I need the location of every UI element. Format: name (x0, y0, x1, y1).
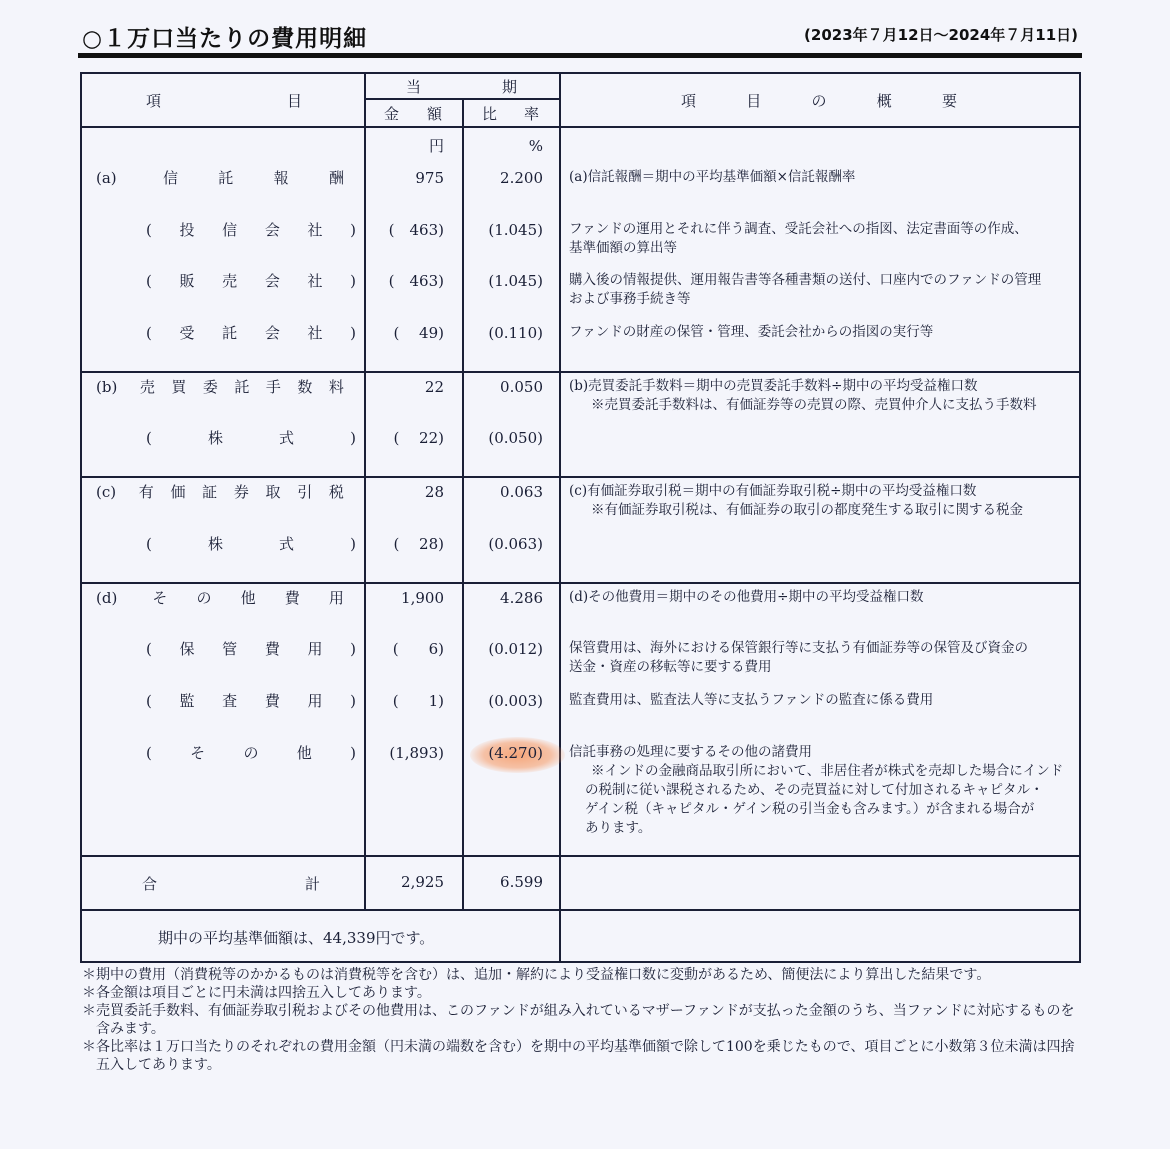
item-summary: (a)信託報酬＝期中の平均基準価額×信託報酬率 (569, 169, 856, 185)
item-label: ( 株 式 ) (146, 534, 356, 553)
item-summary: 保管費用は、海外における保管銀行等に支払う有価証券等の保管及び資金の 送金・資産の移転等に要する費用 (569, 640, 1028, 676)
item-ratio: (1.045) (488, 220, 543, 239)
item-label: (b) 売 買 委 託 手 数 料 (96, 377, 344, 396)
unit-ratio: % (528, 137, 543, 155)
note-mark: ＊ (82, 1003, 96, 1019)
item-amount: 975 (415, 169, 444, 187)
item-ratio: (0.050) (488, 429, 543, 448)
item-summary (561, 530, 1079, 582)
item-summary: (c)有価証券取引税＝期中の有価証券取引税÷期中の平均受益権口数 ※有価証券取引税は、有価証券の取引の都度発生する取引に関する税金 (569, 483, 1023, 519)
item-ratio: (0.110) (488, 324, 543, 343)
total-row: 合 計 2,925 6.599 (81, 856, 1080, 910)
item-amount: ( 22) (393, 429, 444, 448)
col-summary-header: 項 目 の 概 要 (560, 73, 1080, 127)
footnote (82, 1002, 1082, 1038)
cost-group (81, 127, 1080, 372)
title-rule (78, 53, 1082, 58)
total-amount: 2,925 (401, 872, 444, 891)
item-ratio (464, 739, 559, 791)
col-ratio-header: 比 率 (463, 99, 560, 127)
note-mark: ＊ (82, 985, 96, 1001)
item-label: (c) 有 価 証 券 取 引 税 (96, 483, 344, 502)
item-amount: ( 6) (392, 640, 444, 659)
item-ratio: 2.200 (500, 169, 543, 187)
average-row (81, 910, 1080, 962)
item-ratio: (0.003) (488, 691, 543, 710)
item-label: ( 株 式 ) (146, 429, 356, 448)
page-title: ○１万口当たりの費用明細 (82, 26, 368, 52)
col-item-header: 項 目 (81, 73, 365, 127)
period-label: (2023年７月12日～2024年７月11日) (804, 26, 1078, 44)
item-amount: ( 1) (392, 691, 444, 710)
cost-group (81, 583, 1080, 856)
note-text: 各比率は１万口当たりのそれぞれの費用金額（円未満の端数を含む）を期中の平均基準価額で除して100を乗じたもので、項目ごとに小数第３位未満は四捨五入してあります。 (96, 1039, 1075, 1073)
fee-table (80, 72, 1081, 963)
item-label: (a) 信 託 報 酬 (96, 169, 344, 187)
item-amount: ( 49) (393, 324, 444, 343)
unit-amount: 円 (428, 137, 444, 155)
item-label: ( 投 信 会 社 ) (146, 220, 356, 239)
cost-group (81, 372, 1080, 477)
item-summary: ファンドの財産の保管・管理、委託会社からの指図の実行等 (569, 324, 934, 341)
item-ratio: (1.045) (488, 272, 543, 291)
footnotes (82, 966, 1082, 1074)
note-mark: ＊ (82, 967, 96, 983)
highlighted-ratio: (4.270) (488, 743, 543, 762)
item-ratio: 0.063 (500, 483, 543, 502)
item-amount: 22 (424, 377, 444, 396)
item-amount: 1,900 (401, 588, 444, 607)
total-ratio: 6.599 (500, 872, 543, 891)
item-ratio: (0.063) (488, 534, 543, 553)
note-text: 売買委託手数料、有価証券取引税およびその他費用は、このファンドが組み入れているマザーファンドが支払った金額のうち、当ファンドに対応するものを含みます。 (96, 1003, 1075, 1037)
item-amount: (1,893) (389, 743, 444, 762)
item-label: ( そ の 他 ) (146, 743, 356, 762)
footnote (82, 966, 1082, 984)
item-summary: (d)その他費用＝期中のその他費用÷期中の平均受益権口数 (569, 588, 924, 605)
item-label: (d) そ の 他 費 用 (96, 588, 344, 607)
average-note: 期中の平均基準価額は、44,339円です。 (158, 928, 435, 947)
item-amount: ( 463) (388, 272, 444, 291)
col-current-header: 当 期 (365, 73, 560, 99)
item-summary: 信託事務の処理に要するその他の諸費用 ※インドの金融商品取引所において、非居住者が株式を売却した場合にインド の税制に従い課税されるため、その売買益に対して付加されるキャピタル・ ゲイン税（キャピタル・ゲイン税の引当金も含みます。）が含まれる場合が あります。 (569, 743, 1064, 836)
footnote (82, 1038, 1082, 1074)
item-summary (561, 424, 1079, 476)
note-text: 期中の費用（消費税等のかかるものは消費税等を含む）は、追加・解約により受益権口数に変動があるため、簡便法により算出した結果です。 (96, 967, 991, 983)
item-amount: 28 (424, 483, 444, 502)
cost-group (81, 477, 1080, 582)
item-label: ( 販 売 会 社 ) (146, 272, 356, 291)
item-summary: 購入後の情報提供、運用報告書等各種書類の送付、口座内でのファンドの管理 および事務手続き等 (569, 272, 1042, 308)
item-ratio: (0.012) (488, 640, 543, 659)
item-summary: (b)売買委託手数料＝期中の売買委託手数料÷期中の平均受益権口数 ※売買委託手数料は、有価証券等の売買の際、売買仲介人に支払う手数料 (569, 377, 1037, 413)
item-label: ( 受 託 会 社 ) (146, 324, 356, 343)
item-amount: ( 463) (388, 220, 444, 239)
note-mark: ＊ (82, 1039, 96, 1055)
item-ratio: 4.286 (500, 588, 543, 607)
item-amount: ( 28) (393, 534, 444, 553)
footnote (82, 984, 1082, 1002)
item-label: ( 監 査 費 用 ) (146, 691, 356, 710)
note-text: 各金額は項目ごとに円未満は四捨五入してあります。 (96, 985, 431, 1001)
item-ratio: 0.050 (500, 377, 543, 396)
item-summary: 監査費用は、監査法人等に支払うファンドの監査に係る費用 (569, 691, 934, 708)
col-amount-header: 金 額 (365, 99, 463, 127)
item-label: ( 保 管 費 用 ) (146, 640, 356, 659)
item-summary: ファンドの運用とそれに伴う調査、受託会社への指図、法定書面等の作成、 基準価額の算出等 (569, 220, 1028, 256)
